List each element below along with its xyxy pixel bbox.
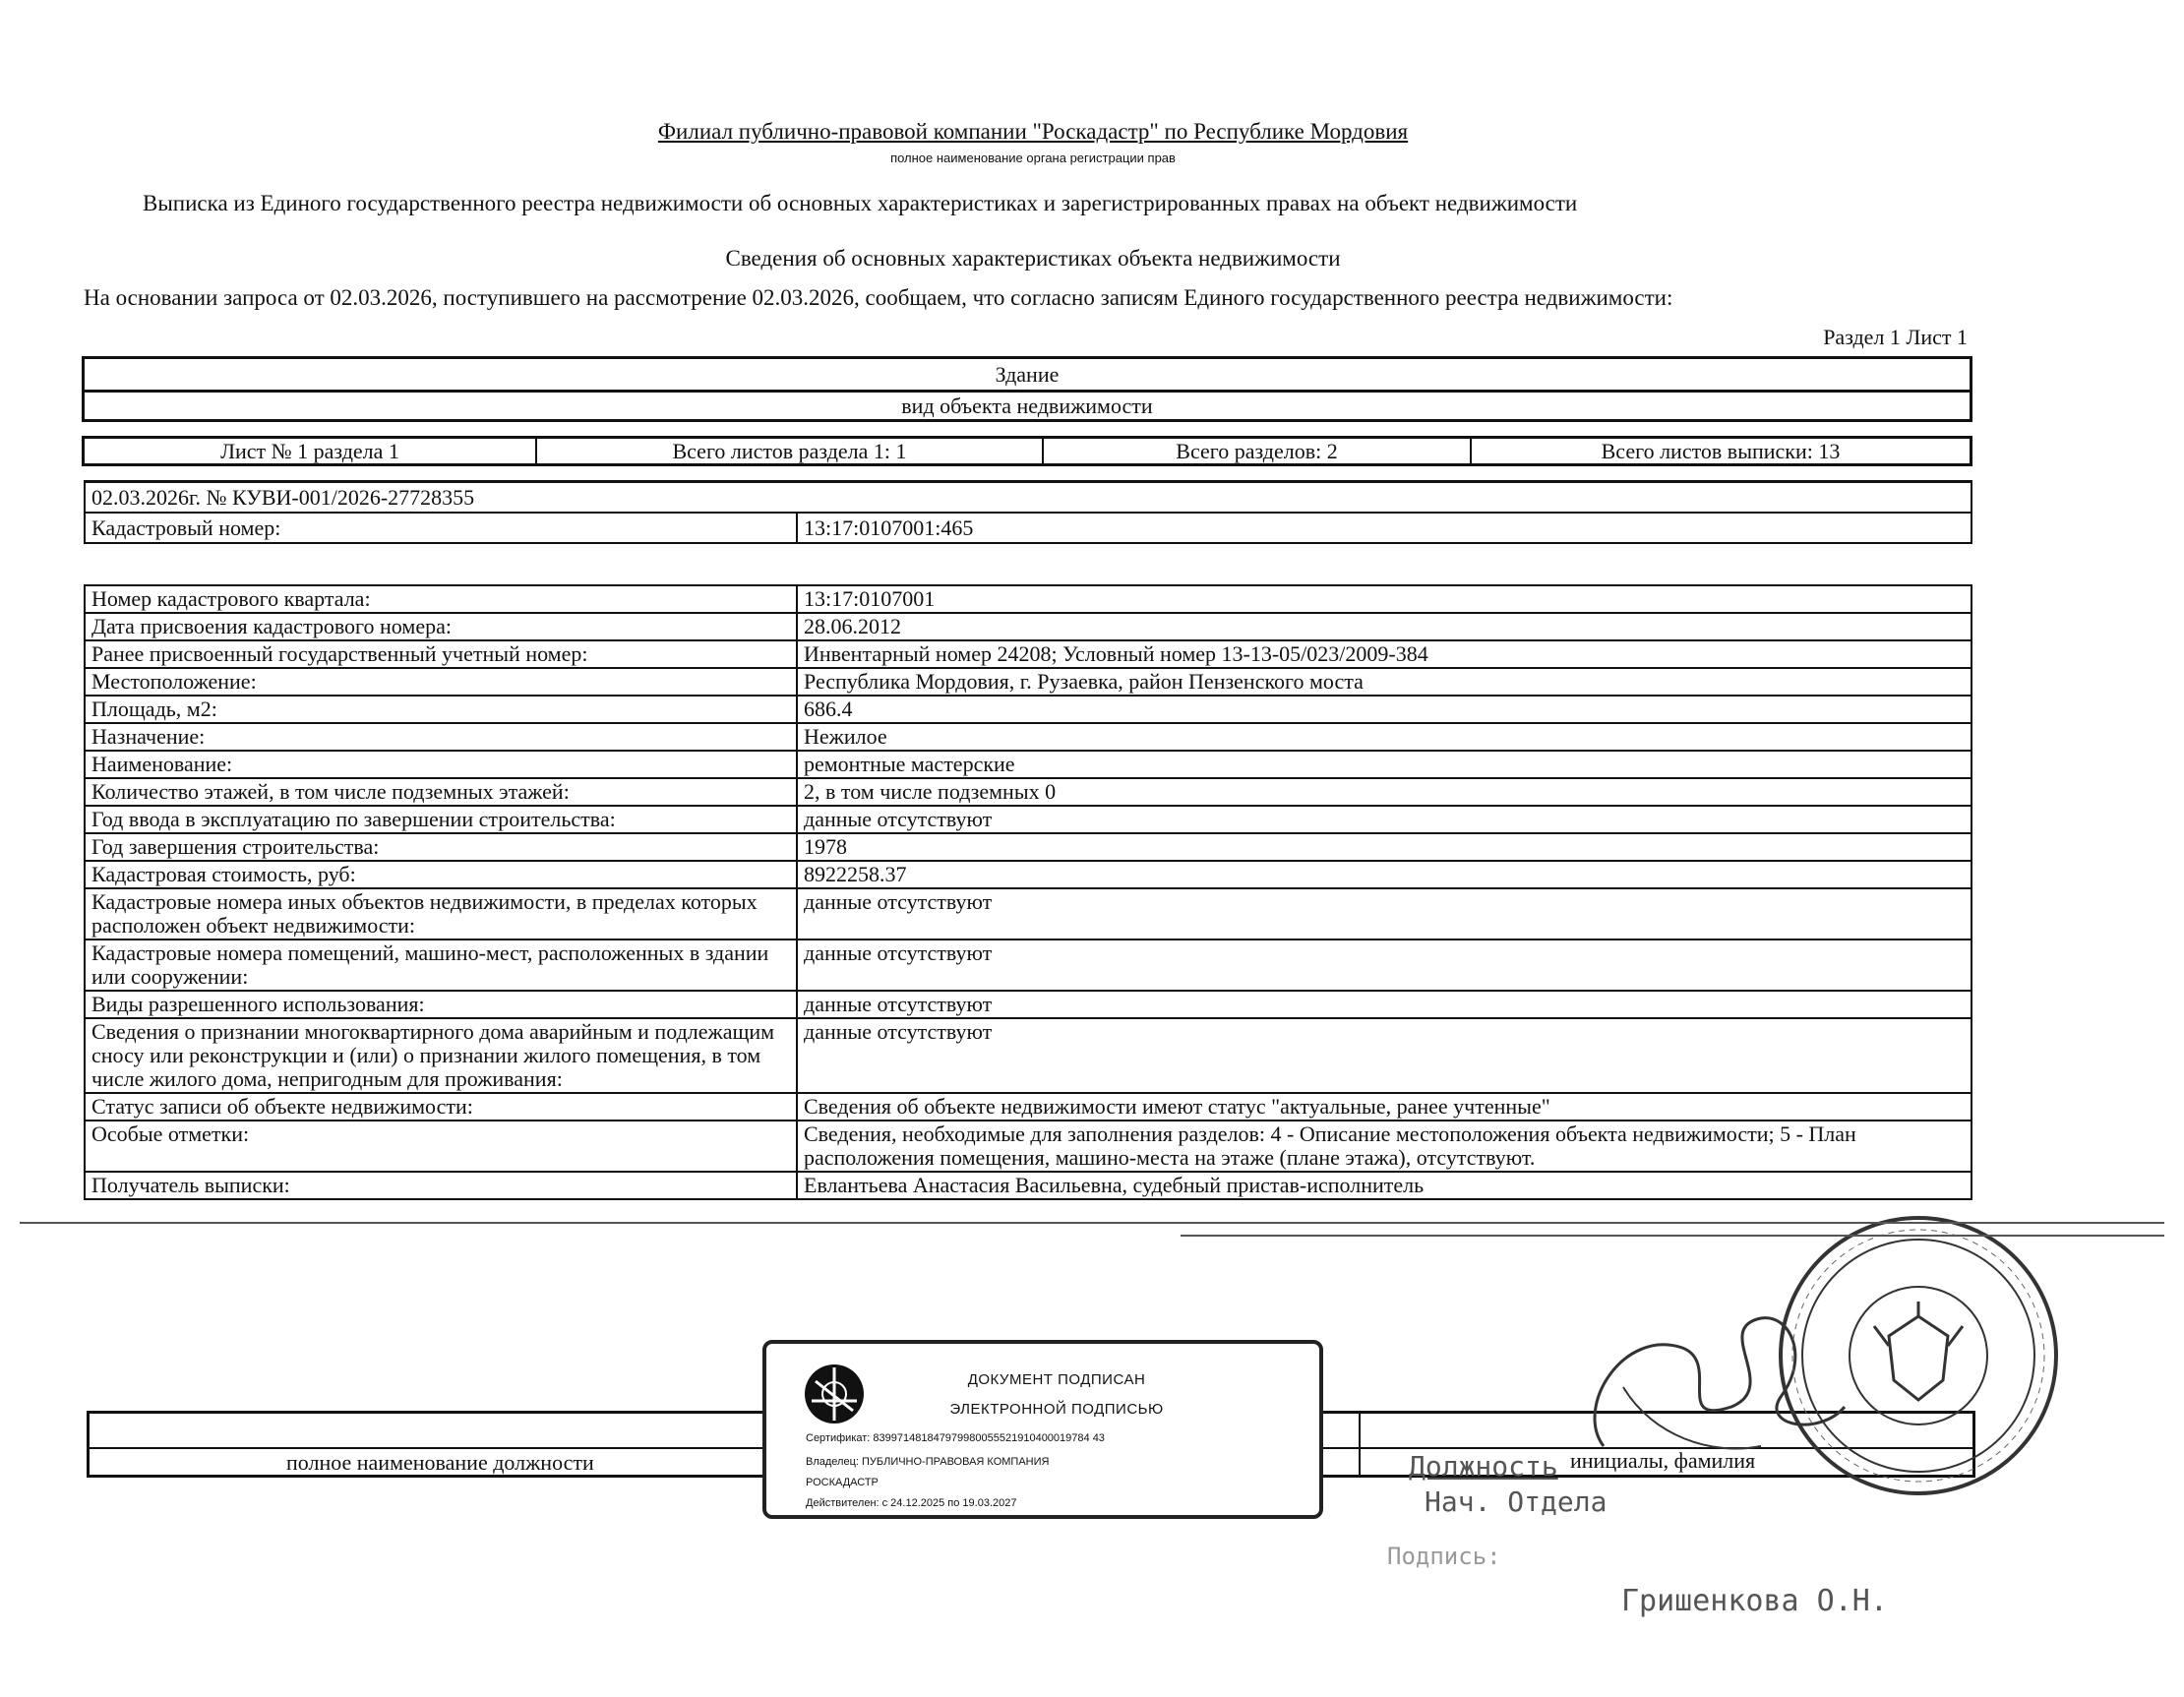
section-sheet-label: Раздел 1 Лист 1 <box>1823 325 1968 349</box>
characteristic-label: Местоположение: <box>85 668 797 696</box>
characteristic-label: Статус записи об объекте недвижимости: <box>85 1093 797 1121</box>
handwritten-name: Гришенкова О.Н. <box>1621 1584 1888 1618</box>
characteristic-row <box>85 1093 1972 1121</box>
stamp-signed-text: ДОКУМЕНТ ПОДПИСАН <box>967 1371 1146 1388</box>
characteristic-row <box>85 1121 1972 1172</box>
characteristic-row <box>85 668 1972 696</box>
characteristic-value: Нежилое <box>797 723 1972 751</box>
request-basis: На основании запроса от 02.03.2026, поступившего на рассмотрение 02.03.2026, сообщаем, что согласно записям Единого государственного реестра недвижимости: <box>84 285 1673 310</box>
object-type-caption: вид объекта недвижимости <box>901 393 1153 418</box>
characteristic-label: Площадь, м2: <box>85 696 797 723</box>
characteristics-table <box>84 584 1972 1200</box>
sheet-total-section: Всего листов раздела 1: 1 <box>537 439 1044 463</box>
stamp-electronic-text: ЭЛЕКТРОННОЙ ПОДПИСЬЮ <box>949 1401 1164 1418</box>
handwritten-sign-label: Подпись: <box>1387 1543 1501 1570</box>
scan-line <box>20 1222 2164 1224</box>
characteristic-row <box>85 939 1972 991</box>
characteristic-label: Год ввода в эксплуатацию по завершении строительства: <box>85 806 797 833</box>
characteristic-label: Получатель выписки: <box>85 1172 797 1199</box>
characteristic-label: Кадастровые номера иных объектов недвижимости, в пределах которых расположен объект недвижимости: <box>85 888 797 939</box>
characteristic-label: Номер кадастрового квартала: <box>85 585 797 613</box>
characteristic-label: Дата присвоения кадастрового номера: <box>85 613 797 640</box>
characteristic-row <box>85 1172 1972 1199</box>
extract-number: 02.03.2026г. № КУВИ-001/2026-27728355 <box>85 482 1972 514</box>
characteristic-row <box>85 585 1972 613</box>
characteristic-value: данные отсутствуют <box>797 888 1972 939</box>
handwritten-position-value: Нач. Отдела <box>1425 1485 1608 1518</box>
stamp-owner-name: РОСКАДАСТР <box>806 1477 879 1488</box>
characteristic-row <box>85 640 1972 668</box>
stamp-validity: Действителен: с 24.12.2025 по 19.03.2027 <box>806 1497 1017 1509</box>
characteristic-value: 686.4 <box>797 696 1972 723</box>
characteristic-value: Республика Мордовия, г. Рузаевка, район Пензенского моста <box>797 668 1972 696</box>
characteristic-value: 2, в том числе подземных 0 <box>797 778 1972 806</box>
cadastral-number-value: 13:17:0107001:465 <box>797 513 1972 543</box>
name-caption: инициалы, фамилия <box>1570 1448 1756 1473</box>
characteristic-value: данные отсутствуют <box>797 806 1972 833</box>
round-seal-icon <box>1771 1208 2066 1503</box>
characteristic-row <box>85 696 1972 723</box>
sheet-number: Лист № 1 раздела 1 <box>85 439 537 463</box>
characteristic-value: Сведения об объекте недвижимости имеют статус "актуальные, ранее учтенные" <box>797 1093 1972 1121</box>
characteristic-label: Ранее присвоенный государственный учетный номер: <box>85 640 797 668</box>
characteristic-value: 28.06.2012 <box>797 613 1972 640</box>
characteristic-value: данные отсутствуют <box>797 991 1972 1018</box>
electronic-signature-stamp <box>762 1340 1323 1519</box>
characteristic-label: Кадастровые номера помещений, машино-мест, расположенных в здании или сооружении: <box>85 939 797 991</box>
document-title: Выписка из Единого государственного реестра недвижимости об основных характеристиках и зарегистрированных правах на объект недвижимости <box>143 191 1578 215</box>
organization-name: Филиал публично-правовой компании "Роскадастр" по Республике Мордовия <box>657 119 1409 144</box>
characteristic-row <box>85 991 1972 1018</box>
stamp-certificate: Сертификат: 839971481847979980055521910400019784 43 <box>806 1432 1105 1444</box>
characteristic-row <box>85 751 1972 778</box>
stamp-owner: Владелец: ПУБЛИЧНО-ПРАВОВАЯ КОМПАНИЯ <box>806 1456 1050 1468</box>
characteristic-label: Количество этажей, в том числе подземных этажей: <box>85 778 797 806</box>
sheet-total-extract: Всего листов выписки: 13 <box>1601 438 1841 463</box>
characteristic-value: Евлантьева Анастасия Васильевна, судебный пристав-исполнитель <box>797 1172 1972 1199</box>
characteristic-label: Кадастровая стоимость, руб: <box>85 861 797 888</box>
object-type-row <box>82 356 1972 390</box>
organization-caption: полное наименование органа регистрации прав <box>890 151 1176 165</box>
characteristic-value: ремонтные мастерские <box>797 751 1972 778</box>
scan-line-2 <box>1181 1235 2164 1237</box>
handwritten-position-label: Должность <box>1409 1450 1558 1483</box>
ident-table <box>84 480 1972 544</box>
characteristic-value: Инвентарный номер 24208; Условный номер 13-13-05/023/2009-384 <box>797 640 1972 668</box>
characteristic-label: Год завершения строительства: <box>85 833 797 861</box>
characteristic-value: данные отсутствуют <box>797 1018 1972 1093</box>
characteristic-label: Сведения о признании многоквартирного дома аварийным и подлежащим сносу или реконструкции и (или) о признании жилого помещения, в том числе жилого дома, непригодным для проживания: <box>85 1018 797 1093</box>
characteristic-value: данные отсутствуют <box>797 939 1972 991</box>
characteristic-row <box>85 861 1972 888</box>
characteristic-row <box>85 723 1972 751</box>
characteristic-value: 13:17:0107001 <box>797 585 1972 613</box>
characteristic-row <box>85 1018 1972 1093</box>
object-type: Здание <box>995 361 1060 387</box>
characteristic-label: Особые отметки: <box>85 1121 797 1172</box>
characteristic-label: Виды разрешенного использования: <box>85 991 797 1018</box>
roskadastr-logo-icon <box>802 1362 867 1426</box>
characteristic-row <box>85 833 1972 861</box>
characteristic-value: Сведения, необходимые для заполнения разделов: 4 - Описание местоположения объекта недвижимости; 5 - План расположения помещения, машино-места на этаже (плане этажа), отсутствуют. <box>797 1121 1972 1172</box>
sheets-row <box>82 436 1972 466</box>
object-type-caption-row <box>82 390 1972 422</box>
characteristic-label: Назначение: <box>85 723 797 751</box>
characteristic-value: 1978 <box>797 833 1972 861</box>
characteristic-row <box>85 778 1972 806</box>
sheet-total-sections: Всего разделов: 2 <box>1044 439 1472 463</box>
characteristic-value: 8922258.37 <box>797 861 1972 888</box>
characteristic-row <box>85 888 1972 939</box>
characteristic-row <box>85 613 1972 640</box>
cadastral-number-label: Кадастровый номер: <box>85 513 797 543</box>
section-title: Сведения об основных характеристиках объекта недвижимости <box>725 246 1341 271</box>
characteristic-label: Наименование: <box>85 751 797 778</box>
characteristic-row <box>85 806 1972 833</box>
position-caption: полное наименование должности <box>286 1450 594 1475</box>
